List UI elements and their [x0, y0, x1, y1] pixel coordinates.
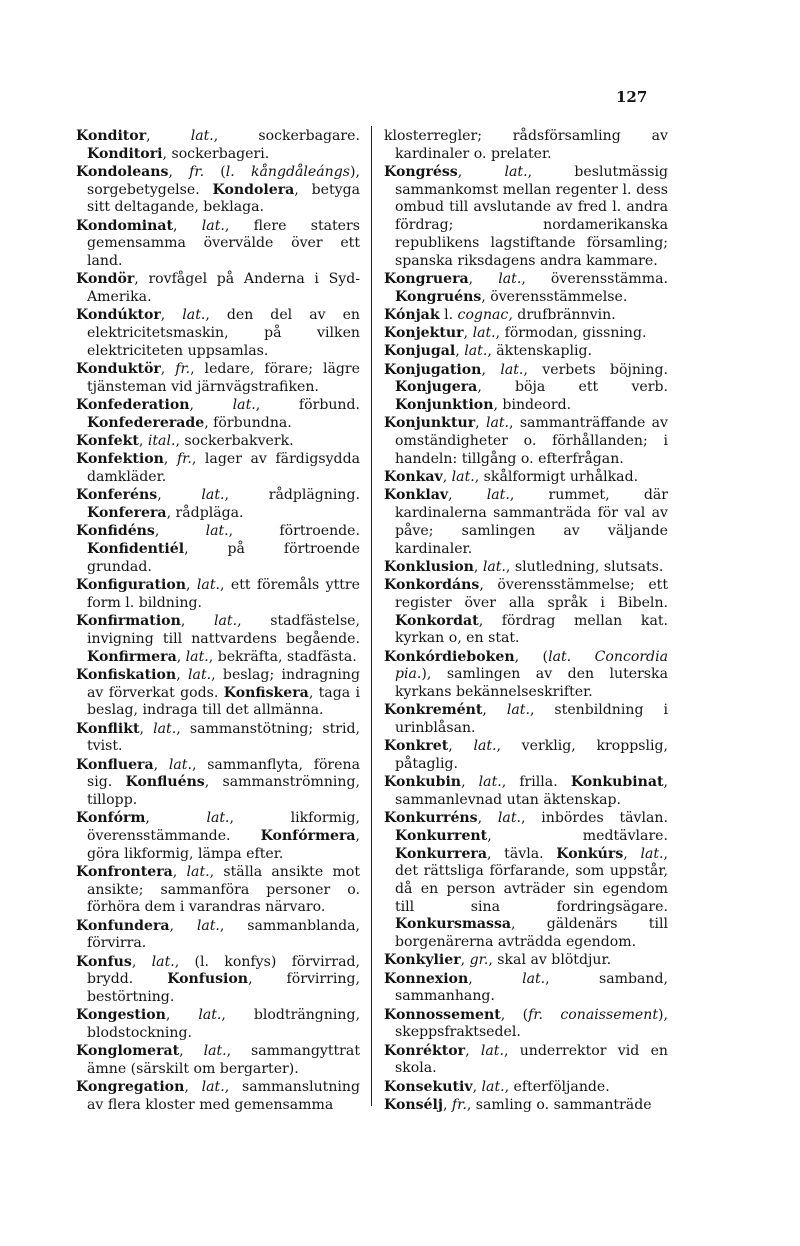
definition-text: , rådplägning. [224, 487, 360, 504]
definition-text: , frilla. [501, 774, 571, 791]
dictionary-entry [384, 738, 668, 773]
definition-text: , inbördes tävlan. [520, 810, 668, 827]
headword: Kondolera [212, 181, 295, 198]
headword: Kónjak [384, 306, 440, 323]
headword: Konjugal [384, 343, 456, 360]
language-abbrev: lat. [214, 613, 238, 630]
definition-text: , underrektor vid en skola. [395, 1042, 668, 1077]
definition-text: , [184, 1079, 202, 1096]
definition-text: , [160, 307, 183, 324]
dictionary-entry [76, 1007, 360, 1042]
language-abbrev: lat. [196, 917, 220, 934]
headword: Konkordat [395, 612, 479, 629]
dictionary-entry [384, 325, 668, 343]
language-abbrev: lat. [640, 845, 664, 862]
definition-text: , [448, 738, 474, 755]
language-abbrev: lat. [478, 774, 502, 791]
definition-text: , efterföljande. [504, 1078, 610, 1095]
dictionary-entry [384, 971, 668, 1006]
definition-text: , [623, 845, 641, 862]
definition-text: , [465, 1042, 481, 1059]
definition-text: , överensstämmelse. [481, 288, 628, 305]
dictionary-entry [384, 271, 668, 306]
dictionary-entry [384, 487, 668, 558]
headword: Konjugation [384, 361, 482, 378]
dictionary-entry [384, 952, 668, 970]
language-abbrev: lat. [481, 1078, 505, 1095]
dictionary-entry [384, 774, 668, 809]
definition-text: , sockerbakverk. [175, 433, 294, 450]
dictionary-entry [76, 397, 360, 432]
definition-text: , [472, 1078, 482, 1095]
definition-text: , sammanlevnad utan äktenskap. [395, 774, 668, 808]
definition-text: , [186, 577, 197, 594]
definition-text: , slutledning, slutsats. [505, 558, 664, 575]
definition-text: , beslag; indragning av förverkat gods. [87, 666, 361, 701]
headword: Konfluéns [125, 774, 205, 791]
dictionary-entry [76, 613, 360, 666]
definition-text: , [176, 648, 186, 665]
language-abbrev: lat. [480, 1042, 504, 1059]
definition-text: , sammanflyta, förena sig. [87, 756, 360, 791]
dictionary-entry [384, 810, 668, 952]
headword: Konfektion [76, 451, 164, 468]
language-abbrev: lat. [473, 738, 497, 755]
language-abbrev: lat. [486, 487, 510, 504]
headword: Kondúktor [76, 307, 161, 324]
dictionary-entry [76, 271, 360, 306]
language-abbrev: lat. [451, 469, 475, 486]
headword: Konnossement [384, 1006, 501, 1023]
definition-text: , [173, 217, 202, 234]
definition-text: , [157, 487, 202, 504]
dictionary-entry [76, 164, 360, 217]
dictionary-entry [76, 757, 360, 810]
language-abbrev: lat. [472, 325, 496, 342]
language-abbrev: lat. [201, 487, 225, 504]
definition-text: , äktenskaplig. [487, 343, 593, 360]
definition-text: , överensstämmelse; ett register över alla språk i Bibeln. [395, 577, 668, 611]
definition-text: , ( [514, 648, 549, 665]
definition-text: , [172, 863, 187, 880]
definition-text: , sockerbageri. [162, 145, 270, 162]
definition-text: , stadfästelse, invigning till nattvardens begående. [87, 613, 360, 647]
definition-text: , [169, 917, 197, 934]
headword: Konditori [87, 145, 163, 162]
language-abbrev: lat. [500, 361, 524, 378]
language-abbrev: fr. [176, 451, 192, 468]
definition-text: , gäldenärs till borgenärerna avträdda egendom. [395, 916, 668, 951]
dictionary-entry [76, 577, 360, 612]
definition-text: , [139, 720, 154, 737]
dictionary-entry [76, 128, 360, 163]
language-abbrev: lat. [482, 558, 506, 575]
definition-text: , [461, 774, 479, 791]
headword: Konferéns [76, 487, 158, 504]
definition-text: , [189, 397, 233, 414]
language-abbrev: lat. [206, 810, 230, 827]
definition-text: , [146, 128, 191, 144]
definition-text: , [176, 666, 189, 683]
definition-text: , tävla. [486, 845, 557, 862]
definition-text: , [165, 1007, 199, 1024]
headword: Konfórmera [260, 827, 356, 844]
definition-text: , sammanströmning, tillopp. [87, 774, 360, 808]
headword: Konkubinat [570, 774, 664, 791]
definition-text: , [168, 164, 190, 180]
headword: Konkurrera [395, 845, 487, 862]
definition-text: , (l. konfys) förvirrad, brydd. [87, 953, 360, 988]
definition-text: , [455, 343, 465, 360]
definition-text: , samband, sammanhang. [395, 970, 668, 1005]
dictionary-entry [384, 1007, 668, 1042]
definition-text: , skålformigt urhålkad. [474, 469, 639, 486]
language-abbrev: lat. Concordia pia. [395, 648, 668, 683]
definition-text: , bindeord. [493, 397, 572, 414]
definition-text: , [463, 325, 473, 342]
language-abbrev: lat. [196, 577, 220, 594]
dictionary-entry [384, 577, 668, 648]
language-abbrev: fr. [175, 361, 191, 378]
language-abbrev: lat. [498, 270, 522, 287]
headword: Konglomerat [76, 1043, 180, 1060]
definition-text: , likformig, överensstämmande. [87, 810, 360, 844]
language-abbrev: lat. [232, 397, 256, 414]
definition-text: , taga i beslag, indraga till det allmänna. [87, 684, 360, 719]
dictionary-entry [384, 343, 668, 361]
language-abbrev: lat. [185, 648, 209, 665]
headword: Konferera [87, 505, 167, 522]
dictionary-entry [384, 164, 668, 270]
definition-text: , fördrag mellan kat. kyrkan o, en stat. [395, 612, 668, 647]
dictionary-entry [384, 415, 668, 468]
definition-text: , rummet, där kardinalerna sammanträda för val av påve; samlingen av väljande kardinaler. [395, 487, 668, 557]
definition-text: , [468, 270, 499, 287]
language-abbrev: lat. [151, 953, 175, 970]
definition-text: ( [204, 164, 226, 180]
definition-text: , [473, 558, 483, 575]
definition-text: , beslutmässig sammankomst mellan regenter l. dess ombud till avslutande av fred l. andra fördrag; nordamerikanska republikens lagstiftande församling; spanska riksdagens andra kammare. [395, 164, 668, 269]
headword: Kongruéns [395, 288, 482, 305]
definition-text: , sammanslutning av flera kloster med gemensamma [87, 1079, 360, 1114]
headword: Konkremént [384, 702, 483, 719]
headword: Kongregation [76, 1079, 185, 1096]
headword: Konkursmassa [395, 916, 512, 933]
definition-text: , det rättsliga förfarande, som uppstår, då en person avträder sin egendom till sina fordringsägare. [395, 845, 668, 915]
definition-text: , överensstämma. [521, 270, 668, 287]
headword: Konfiskera [223, 684, 309, 701]
headword: Konnexion [384, 970, 469, 987]
dictionary-entry [76, 218, 360, 271]
definition-text: , den del av en elektricitetsmaskin, på vilken elektriciteten uppsamlas. [87, 307, 360, 359]
definition-text: , [475, 415, 486, 432]
language-abbrev: lat. [182, 307, 206, 324]
dictionary-entry [384, 649, 668, 702]
definition-text: , skal av blötdjur. [488, 952, 612, 969]
dictionary-entry [384, 469, 668, 487]
headword: Konjektur [384, 325, 464, 342]
definition-text: , [154, 523, 206, 540]
headword: Konflikt [76, 720, 140, 737]
dictionary-entry [76, 487, 360, 522]
dictionary-entry [76, 918, 360, 953]
definition-text: , ledare, förare; lägre tjänsteman vid järnvägstrafiken. [87, 361, 360, 395]
headword: Konfekt [76, 433, 139, 450]
dictionary-entry [384, 128, 668, 163]
language-abbrev: fr. [451, 1097, 467, 1114]
definition-text: , betyga sitt deltagande, beklaga. [87, 181, 360, 216]
language-abbrev: fr. conaissement [528, 1006, 659, 1023]
definition-text: l. [439, 306, 458, 323]
definition-text: ), skeppsfraktsedel. [395, 1006, 668, 1041]
dictionary-entry [76, 810, 360, 863]
language-abbrev: lat. [168, 756, 192, 773]
definition-text: , [180, 613, 215, 630]
language-abbrev: lat. [485, 415, 510, 432]
headword: Kongestion [76, 1007, 166, 1024]
language-abbrev: lat. [201, 217, 225, 234]
headword: Konfirmation [76, 613, 181, 630]
dictionary-entry [76, 864, 360, 917]
headword: Konkórdieboken [384, 648, 515, 665]
definition-text: , verbets böjning. [523, 361, 669, 378]
language-abbrev: lat. [201, 1079, 225, 1096]
dictionary-entry [76, 361, 360, 396]
headword: Konditor [76, 128, 147, 144]
definition-text: , förbund. [255, 397, 360, 414]
headword: Konsélj [384, 1097, 443, 1114]
dictionary-entry [76, 1043, 360, 1078]
headword: Konréktor [384, 1042, 466, 1059]
definition-text: , bekräfta, stadfästa. [208, 648, 357, 665]
dictionary-entry [76, 451, 360, 486]
headword: Konfiguration [76, 577, 187, 594]
language-abbrev: cognac, [457, 306, 513, 323]
headword: Kondör [76, 271, 135, 288]
language-abbrev: ital. [147, 433, 176, 450]
definition-text: , lager av färdigsydda damkläder. [87, 451, 360, 486]
language-abbrev: lat. [203, 1043, 227, 1060]
definition-text: , göra likformig, lämpa efter. [87, 827, 360, 862]
language-abbrev: lat. [504, 164, 528, 180]
dictionary-entry [384, 1079, 668, 1097]
language-abbrev: lat. [464, 343, 488, 360]
headword: Kongruera [384, 270, 469, 287]
headword: Konkordáns [384, 577, 480, 594]
headword: Konjugera [395, 379, 478, 396]
definition-text: , [482, 702, 507, 719]
headword: Konfirmera [87, 648, 177, 665]
headword: Konfusion [167, 971, 249, 988]
language-abbrev: fr. [189, 164, 205, 180]
headword: Konklav [384, 487, 449, 504]
dictionary-entry [384, 702, 668, 737]
language-abbrev: lat. [506, 702, 530, 719]
language-abbrev: lat. [205, 523, 229, 540]
definition-text: , medtävlare. [487, 827, 668, 844]
dictionary-entry [76, 523, 360, 576]
headword: Konkylier [384, 952, 461, 969]
headword: Konkúrs [556, 845, 624, 862]
headword: Konfedererade [87, 414, 205, 431]
left-column [76, 128, 360, 1115]
definition-text: , [179, 1043, 204, 1060]
dictionary-entry [76, 721, 360, 756]
language-abbrev: l. kångdåleángs [225, 164, 351, 180]
language-abbrev: lat. [522, 970, 546, 987]
dictionary-entry [76, 1079, 360, 1114]
headword: Konfrontera [76, 863, 173, 880]
right-column [384, 128, 668, 1115]
language-abbrev: lat. [190, 128, 214, 144]
definition-text: , förbundna. [204, 414, 292, 431]
definition-text: ), samlingen av den luterska kyrkans bekännelseskrifter. [395, 666, 668, 700]
headword: Konfus [76, 953, 132, 970]
definition-text: , [138, 433, 148, 450]
definition-text: ), sorgebetygelse. [87, 164, 360, 198]
language-abbrev: lat. [497, 810, 521, 827]
definition-text: , sammanträffande av omständigheter o. förhållanden; i handeln: tillgång o. efterfrågan. [395, 415, 668, 467]
definition-text: , [460, 952, 470, 969]
definition-text: , ett föremåls yttre form l. bildning. [87, 577, 360, 611]
headword: Konsekutiv [384, 1078, 473, 1095]
headword: Konkurréns [384, 810, 478, 827]
language-abbrev: lat. [198, 1007, 222, 1024]
headword: Konjunktion [395, 397, 494, 414]
headword: Konfederation [76, 397, 190, 414]
definition-text: drufbrännvin. [512, 306, 616, 323]
definition-text: , flere staters gemensamma övervälde över ett land. [87, 217, 360, 270]
definition-text: , verklig, kroppslig, påtaglig. [395, 738, 668, 772]
definition-text: , sammangyttrat ämne (särskilt om bergarter). [87, 1043, 360, 1078]
definition-text: , [153, 756, 169, 773]
headword: Kongréss [384, 164, 458, 180]
column-divider [371, 126, 372, 1106]
headword: Konkurrent [395, 827, 488, 844]
dictionary-entry [384, 1043, 668, 1078]
definition-text: , rådpläga. [166, 505, 244, 522]
definition-text: , [442, 469, 452, 486]
language-abbrev: lat. [188, 666, 212, 683]
definition-text: , [481, 361, 501, 378]
language-abbrev: lat. [153, 720, 177, 737]
dictionary-entry [384, 362, 668, 415]
definition-text: , blodträngning, blodstockning. [87, 1007, 360, 1042]
headword: Konfundera [76, 917, 170, 934]
headword: Konklusion [384, 558, 474, 575]
definition-text: , [145, 810, 207, 827]
language-abbrev: lat. [186, 863, 210, 880]
dictionary-entry [76, 433, 360, 451]
headword: Konduktör [76, 361, 161, 378]
dictionary-entry [76, 667, 360, 720]
definition-text: , förvirring, bestörtning. [87, 971, 360, 1006]
headword: Konkav [384, 469, 443, 486]
headword: Konfidentiél [87, 541, 185, 558]
headword: Kondoleans [76, 164, 169, 180]
headword: Konfluera [76, 756, 154, 773]
headword: Konjunktur [384, 415, 476, 432]
dictionary-entry [384, 1097, 668, 1115]
headword: Kondominat [76, 217, 173, 234]
definition-text: , ställa ansikte mot ansikte; sammanföra personer o. förhöra dem i varandras närvaro. [87, 863, 360, 916]
definition-text: , böja ett verb. [477, 379, 668, 396]
headword: Konkret [384, 738, 449, 755]
dictionary-entry [384, 559, 668, 577]
definition-text: , [442, 1097, 452, 1114]
definition-text: , [163, 451, 177, 468]
definition-text: , förmodan, gissning. [495, 325, 647, 342]
definition-text: , sockerbagare. [213, 128, 360, 144]
definition-text: , [131, 953, 152, 970]
definition-text: , förtroende. [228, 523, 360, 540]
definition-text: , stenbildning i urinblåsan. [395, 702, 668, 736]
headword: Konkubin [384, 774, 462, 791]
definition-text: , rovfågel på Anderna i Syd-Amerika. [87, 271, 360, 306]
page-number: 127 [616, 88, 648, 106]
dictionary-entry [76, 307, 360, 360]
definition-text: , sammanstötning; strid, tvist. [87, 720, 361, 755]
definition-text: , sammanblanda, förvirra. [87, 917, 360, 952]
definition-text: , på förtroende grundad. [87, 541, 360, 575]
definition-text: , [468, 970, 523, 987]
headword: Konfiskation [76, 666, 177, 683]
definition-text: , [160, 361, 176, 378]
dictionary-entry [384, 307, 668, 325]
definition-text: , [457, 164, 505, 180]
definition-text: , [477, 810, 498, 827]
headword: Konfórm [76, 810, 146, 827]
dictionary-entry [76, 954, 360, 1007]
definition-text: , samling o. sammanträde [466, 1097, 652, 1114]
headword: Konfidéns [76, 523, 155, 540]
definition-text: klosterregler; rådsförsamling av kardinaler o. prelater. [384, 128, 668, 162]
language-abbrev: gr. [469, 952, 489, 969]
definition-text: , [448, 487, 487, 504]
definition-text: , ( [500, 1006, 529, 1023]
